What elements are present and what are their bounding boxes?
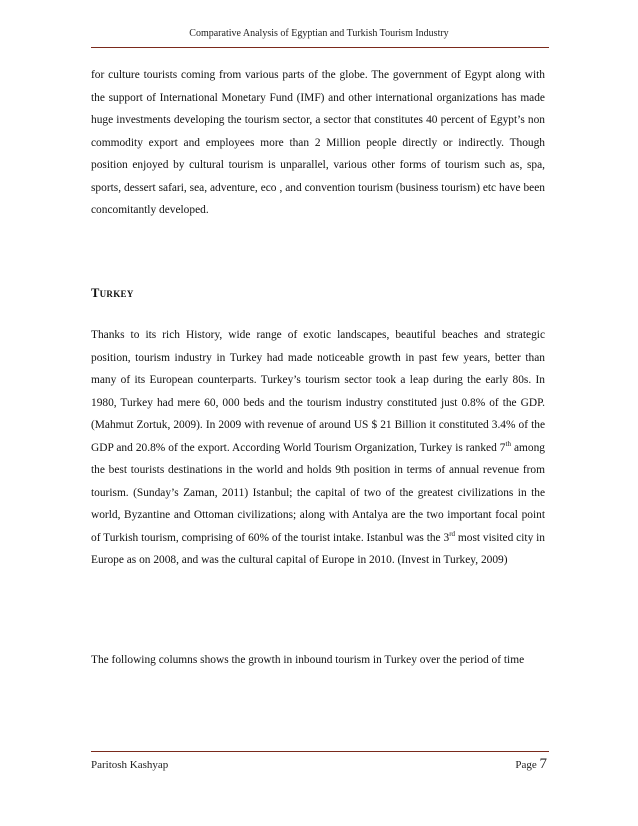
ordinal-suffix-rd: rd — [449, 529, 456, 538]
running-header: Comparative Analysis of Egyptian and Turkish Tourism Industry — [189, 28, 449, 39]
ordinal-suffix-th: th — [505, 439, 511, 448]
columns-intro-paragraph: The following columns shows the growth in inbound tourism in Turkey over the period of time — [91, 654, 525, 666]
footer-rule — [91, 751, 549, 752]
turkey-paragraph-part1: Thanks to its rich History, wide range of exotic landscapes, beautiful beaches and strategic position, tourism industry in Turkey had made noticeable growth in past few years, better than many of its European counterparts. Turkey’s tourism sector took a leap during the early 80s. In 1980, Turkey had mere 60, 000 beds and the tourism industry constituted just 0.8% of the GDP. (Mahmut Zortuk, 2009). In 2009 with revenue of around US $ 21 Billion it constituted 3.4% of the GDP and 20.8% of the export. According World Tourism Organization, Turkey is ranked 7 — [91, 329, 545, 454]
turkey-paragraph — [91, 324, 545, 572]
turkey-paragraph-part3: most visited city in Europe as on 2008, and was the cultural capital of Europe in 2010. (Invest in Turkey, 2009) — [91, 531, 545, 566]
footer-page-number — [515, 756, 547, 773]
section-heading-turkey: Turkey — [91, 286, 134, 300]
header-rule — [91, 47, 549, 48]
page-label: Page — [515, 759, 537, 771]
page-number: 7 — [539, 756, 547, 772]
turkey-paragraph-part2: among the best tourists destinations in the world and holds 9th position in terms of annual revenue from tourism. (Sunday’s Zaman, 2011) Istanbul; the capital of two of the greatest civilizations in the world, Byzantine and Ottoman civilizations; along with Antalya are the two important focal point of Turkish tourism, comprising of 60% of the tourist intake. Istanbul was the 3 — [91, 441, 545, 544]
egypt-paragraph: for culture tourists coming from various parts of the globe. The government of Egypt along with the support of International Monetary Fund (IMF) and other international organizations has made huge investments developing the tourism sector, a sector that constitutes 40 percent of Egypt’s non commodity export and employees more than 2 Million people directly or indirectly. Though position enjoyed by cultural tourism is unparallel, various other forms of tourism such as, spa, sports, dessert safari, sea, adventure, eco , and convention tourism (business tourism) etc have been concomitantly developed. — [91, 69, 545, 216]
footer-author: Paritosh Kashyap — [91, 759, 169, 771]
